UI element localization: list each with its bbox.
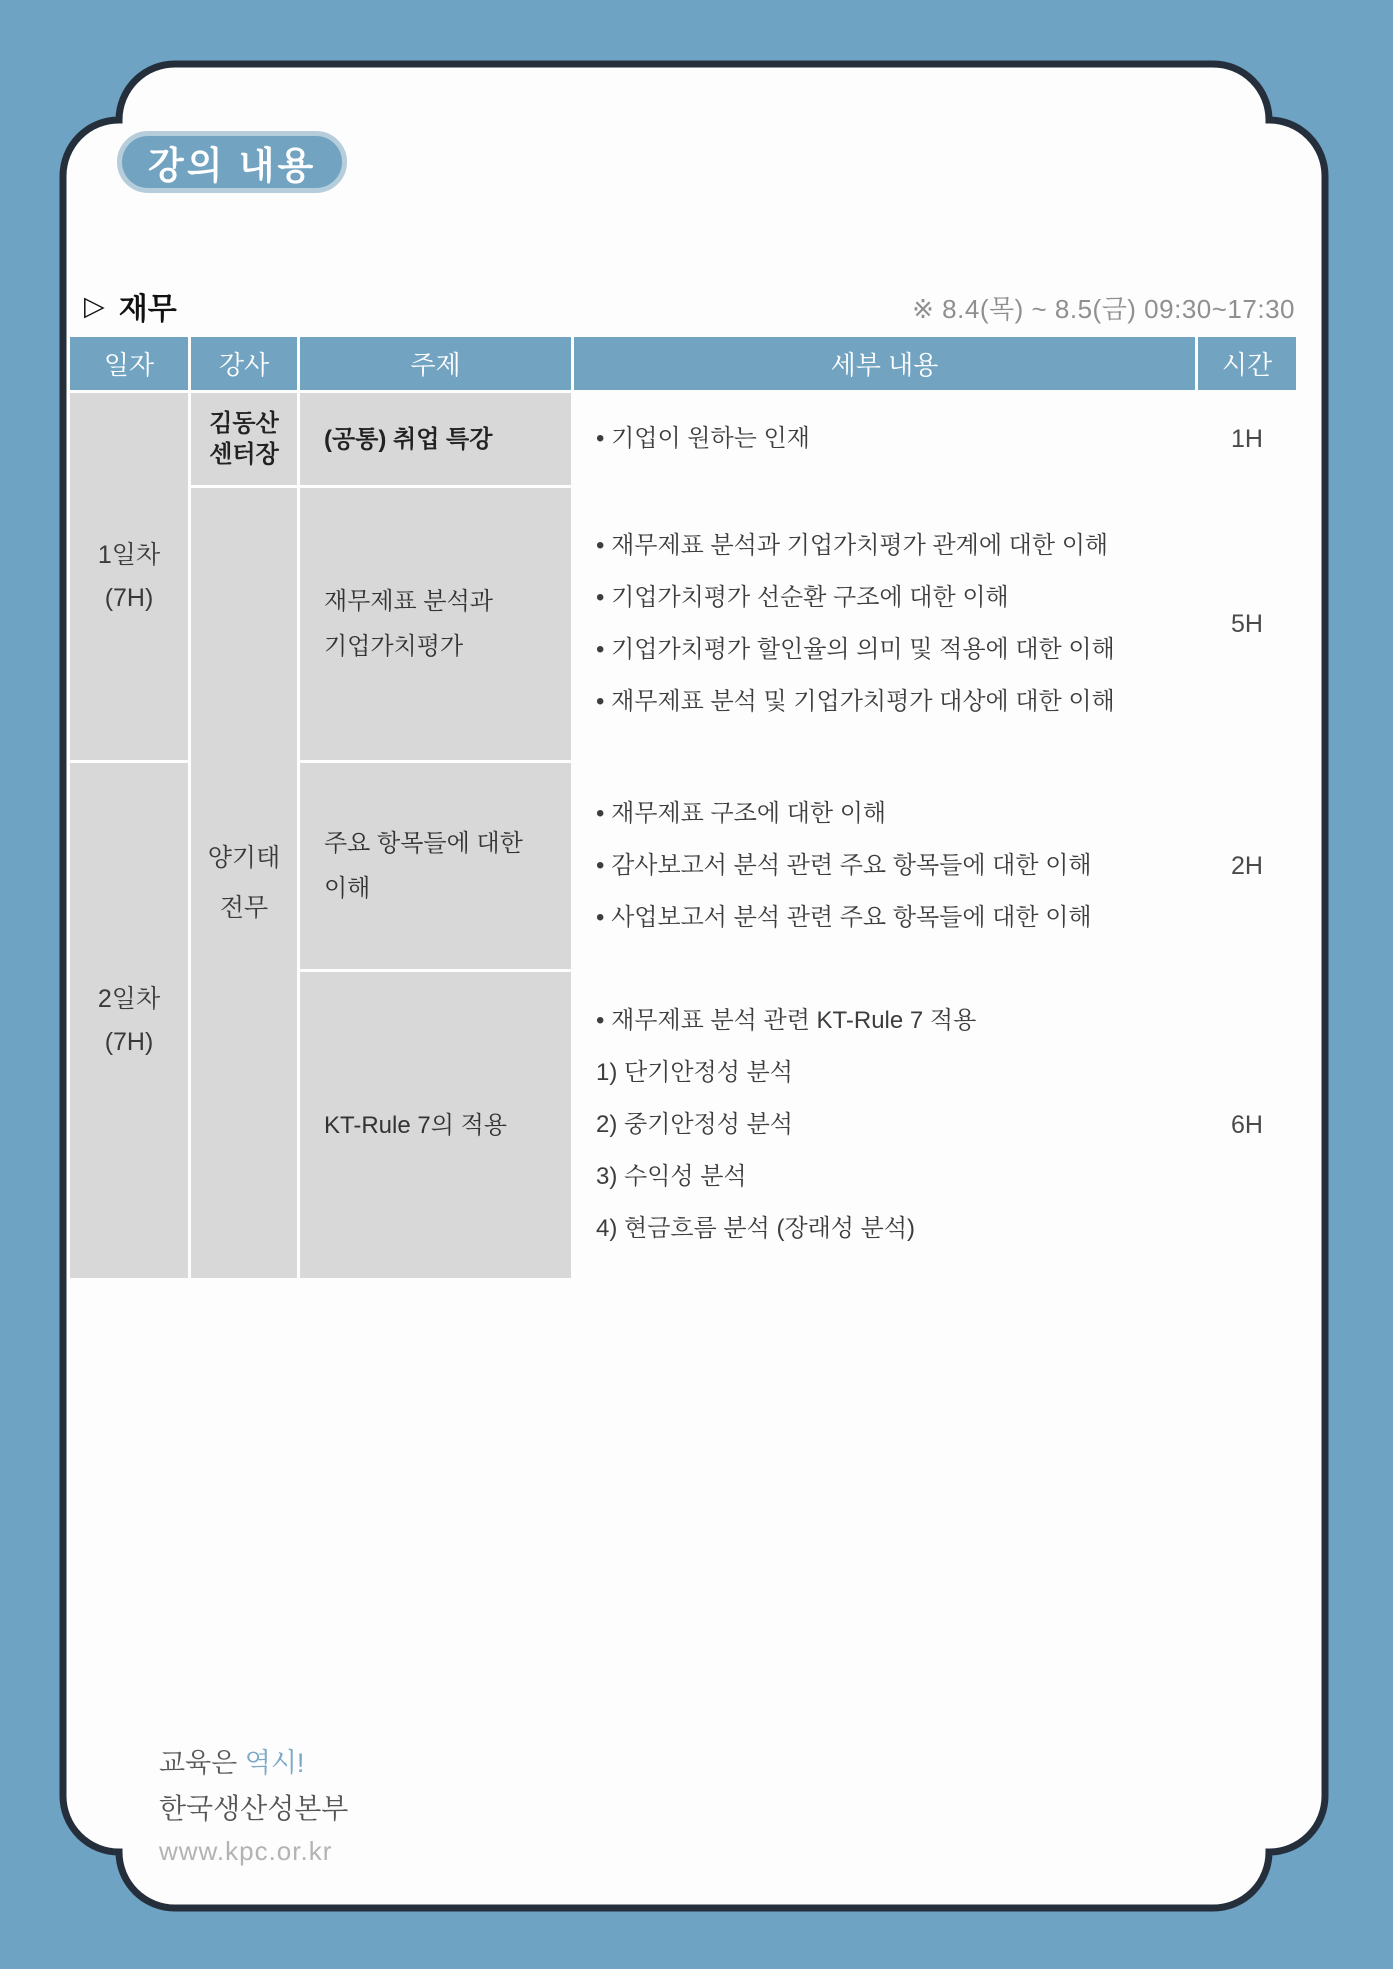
header-col-label: 세부 내용 — [830, 350, 939, 380]
detail-1-line: • 기업이 원하는 인재 — [596, 425, 810, 452]
topic-1-line: (공통) 취업 특강 — [324, 425, 493, 453]
header-col-label: 일자 — [103, 350, 155, 380]
course-table — [70, 337, 1296, 1278]
header-col-5 — [1198, 337, 1296, 390]
topic-4-line: KT-Rule 7의 적용 — [324, 1111, 507, 1139]
header-col-4 — [574, 337, 1195, 390]
detail-4-line: • 재무제표 분석 관련 KT-Rule 7 적용 — [596, 1007, 977, 1034]
day-1-line: (7H) — [104, 583, 154, 612]
topic-4 — [300, 972, 571, 1278]
instructor-yang — [191, 488, 297, 1278]
topic-1 — [300, 393, 571, 485]
hours-4 — [1198, 972, 1296, 1278]
topic-2 — [300, 488, 571, 760]
detail-4-line: 3) 수익성 분석 — [596, 1163, 747, 1190]
topic-3-line: 주요 항목들에 대한 — [324, 830, 523, 857]
instructor-yang-line: 양기태 — [207, 844, 281, 872]
detail-3-line: • 사업보고서 분석 관련 주요 항목들에 대한 이해 — [596, 904, 1092, 931]
detail-4-line: 1) 단기안정성 분석 — [596, 1059, 793, 1086]
day-2 — [70, 763, 188, 1278]
day-1 — [70, 393, 188, 760]
detail-2 — [574, 488, 1195, 760]
detail-2-line: • 재무제표 분석과 기업가치평가 관계에 대한 이해 — [596, 532, 1109, 559]
detail-4-line: 4) 현금흐름 분석 (장래성 분석) — [596, 1215, 916, 1242]
triangle-bullet-icon: ▷ — [84, 290, 105, 321]
footer-slogan-highlight: 역시! — [244, 1748, 305, 1778]
detail-3 — [574, 763, 1195, 969]
instructor-yang-line: 전무 — [219, 894, 269, 922]
instructor-kim — [191, 393, 297, 485]
lecture-content-badge — [117, 131, 347, 193]
hours-2 — [1198, 488, 1296, 760]
detail-3-line: • 감사보고서 분석 관련 주요 항목들에 대한 이해 — [596, 852, 1092, 879]
topic-3 — [300, 763, 571, 969]
detail-2-line: • 기업가치평가 선순환 구조에 대한 이해 — [596, 584, 1009, 611]
schedule-note: ※ 8.4(목) ~ 8.5(금) 09:30~17:30 — [912, 294, 1295, 324]
hours-1 — [1198, 393, 1296, 485]
hours-3 — [1198, 763, 1296, 969]
detail-1 — [574, 393, 1195, 485]
hours-4-line: 6H — [1231, 1110, 1263, 1139]
detail-3-line: • 재무제표 구조에 대한 이해 — [596, 800, 887, 827]
footer-slogan-prefix: 교육은 — [159, 1748, 245, 1778]
header-col-1 — [70, 337, 188, 390]
footer — [159, 1741, 348, 1867]
topic-3-line: 이해 — [324, 875, 371, 902]
detail-2-line: • 재무제표 분석 및 기업가치평가 대상에 대한 이해 — [596, 688, 1115, 715]
footer-slogan — [159, 1741, 348, 1780]
hours-2-line: 5H — [1231, 609, 1263, 638]
section-title — [84, 284, 177, 328]
detail-2-line: • 기업가치평가 할인율의 의미 및 적용에 대한 이해 — [596, 636, 1115, 663]
detail-4-line: 2) 중기안정성 분석 — [596, 1111, 793, 1138]
lecture-content-badge-label: 강의 내용 — [148, 144, 317, 187]
topic-2-line: 재무제표 분석과 — [324, 588, 493, 615]
detail-4 — [574, 972, 1195, 1278]
day-2-line: 2일차 — [97, 984, 161, 1013]
hours-1-line: 1H — [1231, 424, 1263, 453]
hours-3-line: 2H — [1231, 851, 1263, 880]
section-title-text: 재무 — [118, 293, 177, 326]
instructor-kim-line: 김동산 — [209, 410, 279, 437]
footer-url: www.kpc.or.kr — [159, 1836, 333, 1866]
header-col-label: 강사 — [218, 350, 270, 380]
header-col-label: 주제 — [410, 350, 461, 380]
day-2-line: (7H) — [104, 1027, 154, 1056]
header-col-label: 시간 — [1221, 350, 1273, 380]
instructor-kim-line: 센터장 — [209, 441, 279, 468]
header-col-3 — [300, 337, 571, 390]
topic-2-line: 기업가치평가 — [324, 633, 464, 660]
day-1-line: 1일차 — [97, 540, 161, 569]
footer-org-name: 한국생산성본부 — [159, 1793, 349, 1824]
header-col-2 — [191, 337, 297, 390]
